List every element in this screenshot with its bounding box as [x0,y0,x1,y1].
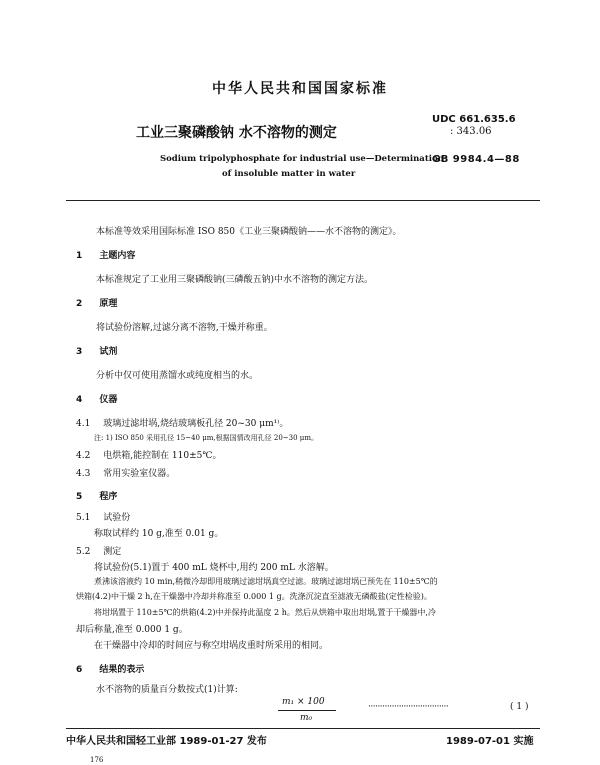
item-4-1 [76,416,288,429]
section-4-heading [76,392,117,405]
section-3-title: 试剂 [99,347,118,357]
section-3-heading [76,344,117,357]
item-4-1-number: 4.1 [76,419,91,429]
subsection-5-1-body: 称取试样约 10 g,准至 0.01 g。 [94,529,224,539]
section-4-number: 4 [76,395,83,405]
section-5-title: 程序 [99,492,118,502]
effective-date: 1989-07-01 实施 [446,736,534,747]
equation-label: ( 1 ) [510,702,529,712]
subsection-5-1-title: 试验份 [103,513,131,523]
section-3-number: 3 [76,347,83,357]
document-title-en-line2: of insoluble matter in water [222,169,356,179]
section-1-body: 本标准规定了工业用三聚磷酸钠(三磷酸五钠)中水不溶物的测定方法。 [96,275,374,285]
section-6-body: 水不溶物的质量百分数按式(1)计算: [96,685,238,695]
item-4-1-text: 玻璃过滤坩埚,烧结玻璃板孔径 20~30 μm¹⁾。 [103,419,289,429]
document-title-en-line1: Sodium tripolyphosphate for industrial use—Determination [160,154,444,164]
udc-code: UDC 661.635.6 [432,114,516,125]
subsection-5-1-number: 5.1 [76,513,91,523]
item-4-3-number: 4.3 [76,469,91,479]
procedure-line-1: 将试验份(5.1)置于 400 mL 烧杯中,用约 200 mL 水溶解。 [94,563,334,573]
udc-subcode: : 343.06 [450,126,492,137]
section-3-body: 分析中仅可使用蒸馏水或纯度相当的水。 [96,371,259,381]
procedure-line-5: 却后称量,准至 0.000 1 g。 [76,625,188,635]
section-2-title: 原理 [99,299,118,309]
section-2-body: 将试验份溶解,过滤分离不溶物,干燥并称重。 [96,323,273,333]
procedure-line-4: 将坩埚置于 110±5℃的烘箱(4.2)中并保持此温度 2 h。然后从烘箱中取出坩埚,置于干燥器中,冷 [94,608,436,617]
item-4-3-text: 常用实验室仪器。 [103,469,176,479]
item-4-2-number: 4.2 [76,451,91,461]
gb-number: GB 9984.4—88 [432,154,520,165]
formula-numerator: m₁ × 100 [282,697,325,707]
udc-block [432,114,516,138]
formula-fraction-bar [278,710,336,711]
item-4-2 [76,448,221,461]
footer-divider [66,728,540,729]
subsection-5-1 [76,510,130,523]
section-4-title: 仪器 [99,395,118,405]
section-5-heading [76,489,117,502]
document-title-cn: 工业三聚磷酸钠 水不溶物的测定 [136,125,337,141]
page-number: 176 [90,756,104,764]
section-5-number: 5 [76,492,83,502]
issuer-line: 中华人民共和国轻工业部 1989-01-27 发布 [66,736,267,747]
item-4-2-text: 电烘箱,能控制在 110±5℃。 [103,451,222,461]
section-1-number: 1 [76,251,83,261]
header-divider [66,200,540,201]
procedure-line-3: 烘箱(4.2)中干燥 2 h,在干燥器中冷却并称准至 0.000 1 g。洗涤沉淀直至滤液无磷酸盐(定性检验)。 [76,592,432,601]
subsection-5-2-number: 5.2 [76,547,91,557]
procedure-line-6: 在干燥器中冷却的时间应与称空坩埚皮重时所采用的相同。 [94,641,329,651]
formula-leader-dots: ·································· [368,702,449,712]
section-6-heading [76,662,144,675]
intro-text: 本标准等效采用国际标准 ISO 850《工业三聚磷酸钠——水不溶物的测定》。 [96,227,402,237]
section-2-heading [76,296,117,309]
section-6-number: 6 [76,665,83,675]
section-1-title: 主题内容 [99,251,136,261]
procedure-line-2: 煮沸该溶液约 10 min,稍微冷却即用玻璃过滤坩埚真空过滤。玻璃过滤坩埚已预先在 110±5℃的 [94,577,438,586]
section-6-title: 结果的表示 [99,665,145,675]
item-4-3 [76,466,175,479]
footnote-4-1: 注: 1) ISO 850 采用孔径 15~40 μm,根据国情改用孔径 20~30 μm。 [94,434,318,442]
national-standard-heading: 中华人民共和国国家标准 [212,81,388,97]
subsection-5-2 [76,544,121,557]
section-2-number: 2 [76,299,83,309]
formula-denominator: m₀ [300,713,313,723]
subsection-5-2-title: 测定 [103,547,122,557]
section-1-heading [76,248,135,261]
